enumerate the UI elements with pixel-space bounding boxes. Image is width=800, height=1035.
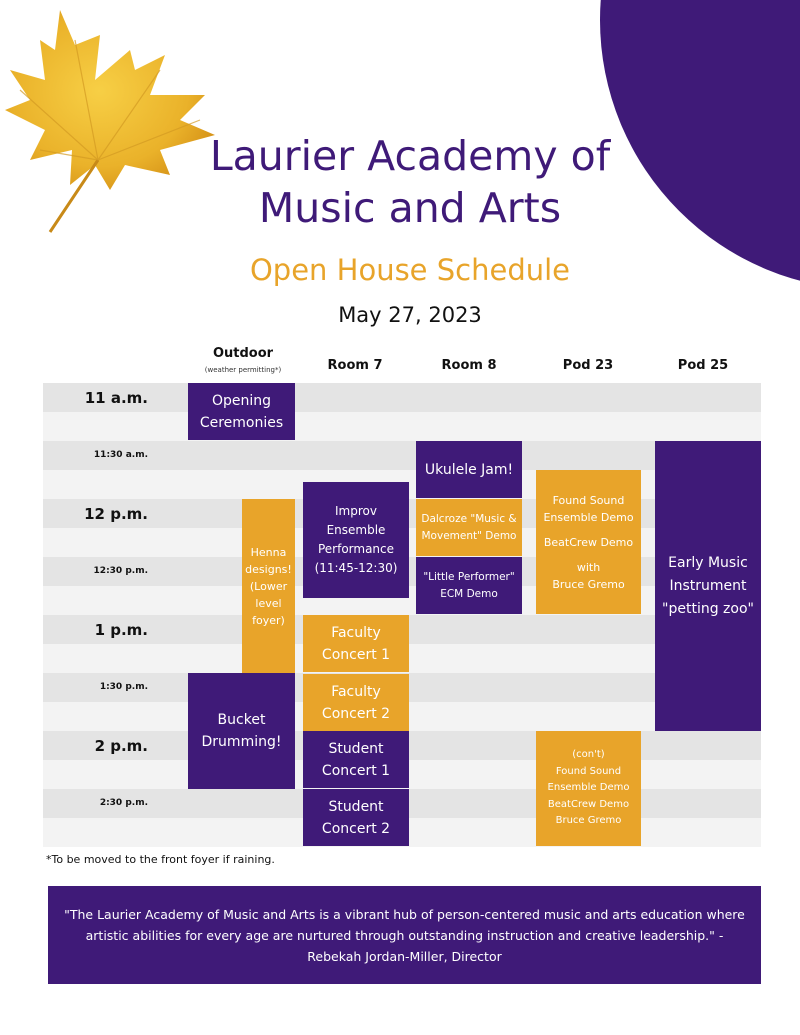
column-header-room7: Room 7: [327, 358, 383, 373]
event-line: Movement" Demo: [421, 529, 517, 542]
column-header-pod25: Pod 25: [677, 358, 729, 373]
event-line: Concert 1: [321, 646, 391, 663]
event-line: foyer): [252, 613, 285, 627]
event-line: Performance: [317, 542, 395, 556]
event-line: Improv: [335, 504, 377, 518]
event-bucket-drumming: [188, 673, 295, 789]
event-found-sound-continued: [536, 731, 641, 846]
event-line: Ensemble Demo: [543, 510, 634, 524]
event-line: Opening: [211, 392, 272, 409]
event-line: (Lower: [249, 579, 288, 593]
event-line: Concert 2: [321, 820, 391, 837]
time-label-1230pm: 12:30 p.m.: [93, 566, 148, 576]
event-line: Bruce Gremo: [555, 815, 622, 827]
event-line: Ukulele Jam!: [424, 461, 514, 478]
footnote: *To be moved to the front foyer if raining.: [46, 853, 275, 866]
event-line: with: [576, 560, 601, 574]
event-found-sound-beatcrew: [536, 470, 641, 614]
event-line: Faculty: [331, 683, 381, 700]
column-header-pod23: Pod 23: [562, 358, 614, 373]
quote-box: [48, 886, 761, 984]
event-line: Found Sound: [555, 765, 622, 777]
time-label-12pm: 12 p.m.: [84, 505, 148, 523]
event-line: Early Music: [668, 554, 748, 571]
event-line: Ensemble Demo: [547, 782, 630, 794]
column-header-room8: Room 8: [441, 358, 497, 373]
event-ukulele-jam: [416, 441, 522, 498]
event-line: ECM Demo: [440, 587, 498, 600]
event-line: Faculty: [331, 624, 381, 641]
event-little-performer-demo: [416, 557, 522, 614]
title-line-1: Laurier Academy of: [209, 132, 611, 180]
event-line: Instrument: [669, 577, 747, 594]
event-line: (11:45-12:30): [314, 561, 398, 575]
time-label-2pm: 2 p.m.: [94, 737, 148, 755]
event-date: May 27, 2023: [338, 303, 482, 327]
time-label-11am: 11 a.m.: [84, 389, 148, 407]
event-line: Ensemble: [326, 523, 386, 537]
page-title: [140, 130, 680, 234]
page-subtitle: Open House Schedule: [249, 253, 571, 287]
event-student-concert-2: [303, 789, 409, 846]
event-faculty-concert-2: [303, 674, 409, 731]
director-quote: "The Laurier Academy of Music and Arts is a vibrant hub of person-centered music and arts education where artistic abilities for every age are nurtured through outstanding instruction and creative leadership." - Rebekah Jordan-Miller, Director: [64, 906, 745, 964]
event-line: (con't): [572, 749, 605, 761]
grid-row: [43, 441, 761, 470]
grid-row: [43, 383, 761, 412]
event-student-concert-1: [303, 731, 409, 788]
event-line: level: [255, 596, 282, 610]
event-line: Drumming!: [201, 734, 282, 750]
event-early-music-petting-zoo: [655, 441, 761, 731]
event-line: Student: [328, 740, 384, 757]
time-label-230pm: 2:30 p.m.: [99, 798, 148, 808]
time-label-1pm: 1 p.m.: [94, 621, 148, 639]
event-line: Concert 2: [321, 705, 391, 722]
event-opening-ceremonies: [188, 383, 295, 440]
event-line: Found Sound: [552, 493, 625, 507]
event-dalcroze-demo: [416, 499, 522, 556]
event-line: Student: [328, 798, 384, 815]
event-line: BeatCrew Demo: [543, 535, 634, 549]
title-line-2: Music and Arts: [258, 184, 562, 232]
event-line: Concert 1: [321, 762, 391, 779]
event-line: Henna: [250, 545, 287, 559]
event-line: "petting zoo": [662, 600, 754, 617]
grid-row: [43, 412, 761, 441]
event-improv-ensemble: [303, 482, 409, 598]
event-henna-designs: [242, 499, 295, 673]
column-header-outdoor: Outdoor: [212, 346, 274, 361]
event-line: "Little Performer": [423, 570, 515, 583]
event-faculty-concert-1: [303, 615, 409, 672]
time-label-130pm: 1:30 p.m.: [99, 682, 148, 692]
event-line: Ceremonies: [199, 414, 284, 431]
event-line: BeatCrew Demo: [547, 798, 630, 810]
event-line: Dalcroze "Music &: [421, 512, 517, 525]
column-note-outdoor: (weather permitting*): [204, 366, 282, 374]
event-line: Bucket: [217, 712, 266, 728]
event-line: Bruce Gremo: [552, 577, 625, 591]
event-line: designs!: [245, 562, 292, 576]
time-label-1130am: 11:30 a.m.: [93, 450, 148, 460]
